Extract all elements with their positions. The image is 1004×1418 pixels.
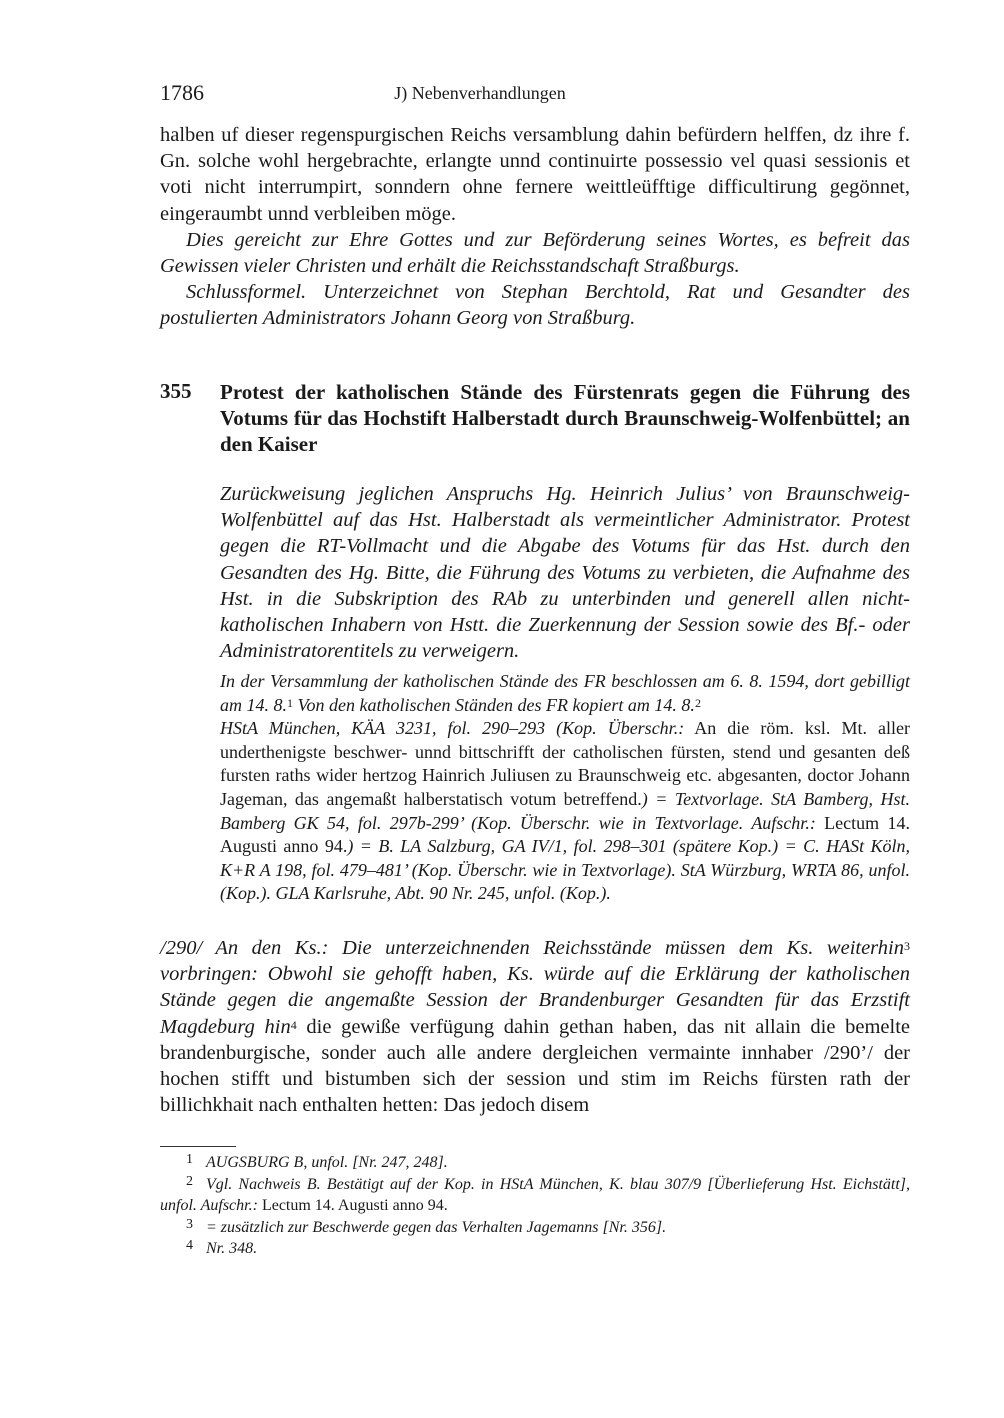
critical-apparatus bbox=[220, 670, 910, 906]
previous-document-ending bbox=[160, 122, 910, 332]
footnote-ref-2[interactable]: 2 bbox=[694, 695, 701, 710]
regest-text: Zurückweisung jeglichen Anspruchs Hg. Heinrich Julius’ von Braunschweig-Wolfenbüttel auf das Hst. Halberstadt als vermeintlicher Administrator. Protest gegen die RT-Vollmacht und die Abgabe des Votums für das Hst. durch den Gesandten des Hg. Bitte, die Führung des Votums zu verbieten, die Aufnahme des Hst. in die Subskription des RAb zu unterbinden und generell allen nicht-katholischen Inhabern von Hstt. die Zuerkennung der Session sowie des Bf.- oder Administratorentitels zu verweigern. bbox=[220, 483, 910, 663]
intro-paragraph-1: halben uf dieser regenspurgischen Reichs versamblung dahin befürdern helffen, dz ihre f. Gn. solche wohl hergebrachte, erlangte unnd continuirte possessio vel quasi sessionis et voti nicht interrumpirt, sonndern ohne fernere weittleüfftige difficultirung gegönnet, eingeraumbt unnd verbleiben möge. bbox=[160, 124, 910, 225]
footnote-separator bbox=[160, 1146, 236, 1147]
footnote-4: 4 Nr. 348. bbox=[186, 1238, 258, 1257]
dating-line: In der Versammlung der katholischen Stände des FR beschlossen am 6. 8. 1594, dort gebilligt am 14. 8.$^1$ Von den katholischen Ständen des FR kopiert am 14. 8.$^2$ bbox=[220, 671, 910, 715]
running-head: J) Nebenverhandlungen bbox=[394, 83, 566, 103]
footnote-3: 3 = zusätzlich zur Beschwerde gegen das Verhalten Jagemanns [Nr. 356]. bbox=[186, 1216, 667, 1236]
main-text-paragraph: /290/ An den Ks.: Die unterzeichnenden Reichsstände müssen dem Ks. weiterhin$^3$ vorbringen: Obwohl sie gehofft haben, Ks. würde auf die Erklärung der katholischen Stände gegen die angemaßte Session der Brandenburger Gesandten für das Erzstift Magdeburg hin$^4$ die gewiße verfügung dahin gethan haben, das nit allain die bemelte brandenburgische, sonder auch alle andere dergleichen vermainte innhaber /290’/ der hochen stifft und bistumben sich der session und stim im Reichs fürsten rath der billichkhait nach enthalten hetten: Das jedoch disem bbox=[160, 937, 910, 1117]
page-header bbox=[160, 80, 910, 106]
source-list: HStA München, KÄA 3231, fol. 290–293 (Kop. Überschr.: An die röm. ksl. Mt. aller underthenigste beschwer- unnd bittschrifft der catholischen fürsten, stend und gesanten deß fursten raths wider hertzog Hainrich Juliusen zu Braunschweig etc. abgesanten, doctor Johann Jageman, das angemaßt halberstatisch votum betreffend.) = Textvorlage. StA Bamberg, Hst. Bamberg GK 54, fol. 297b-299’ (Kop. Überschr. wie in Textvorlage. Aufschr.: Lectum 14. Augusti anno 94.) = B. LA Salzburg, GA IV/1, fol. 298–301 (spätere Kop.) = C. HASt Köln, K+R A 198, fol. 479–481’ (Kop. Überschr. wie in Textvorlage). StA Würzburg, WRTA 86, unfol. (Kop.). GLA Karlsruhe, Abt. 90 Nr. 245, unfol. (Kop.). bbox=[220, 718, 910, 904]
document-title: Protest der katholischen Stände des Fürstenrats gegen die Führung des Votums für das Hochstift Halberstadt durch Braunschweig-Wolfenbüttel; an den Kaiser bbox=[220, 380, 910, 456]
footnotes bbox=[160, 1152, 910, 1260]
footnote-ref-4[interactable]: 4 bbox=[290, 1017, 297, 1032]
footnote-2: 2 Vgl. Nachweis B. Bestätigt auf der Kop. in HStA München, K. blau 307/9 [Überlieferung Hst. Eichstätt], unfol. Aufschr.: Lectum 14. Augusti anno 94. bbox=[160, 1173, 910, 1214]
document-regest bbox=[220, 481, 910, 664]
footnote-1: 1 AUGSBURG B, unfol. [Nr. 247, 248]. bbox=[186, 1152, 448, 1171]
footnote-ref-3[interactable]: 3 bbox=[904, 939, 910, 953]
intro-paragraph-2: Dies gereicht zur Ehre Gottes und zur Beförderung seines Wortes, es befreit das Gewissen vieler Christen und erhält die Reichsstandschaft Straßburgs. bbox=[160, 228, 910, 278]
document-number: 355 bbox=[160, 379, 192, 403]
footnote-ref-1[interactable]: 1 bbox=[287, 695, 293, 710]
intro-paragraph-3: Schlussformel. Unterzeichnet von Stephan Berchtold, Rat und Gesandter des postulierten Administrators Johann Georg von Straßburg. bbox=[160, 281, 910, 330]
page-number: 1786 bbox=[160, 80, 204, 105]
document-main-text bbox=[160, 935, 910, 1118]
